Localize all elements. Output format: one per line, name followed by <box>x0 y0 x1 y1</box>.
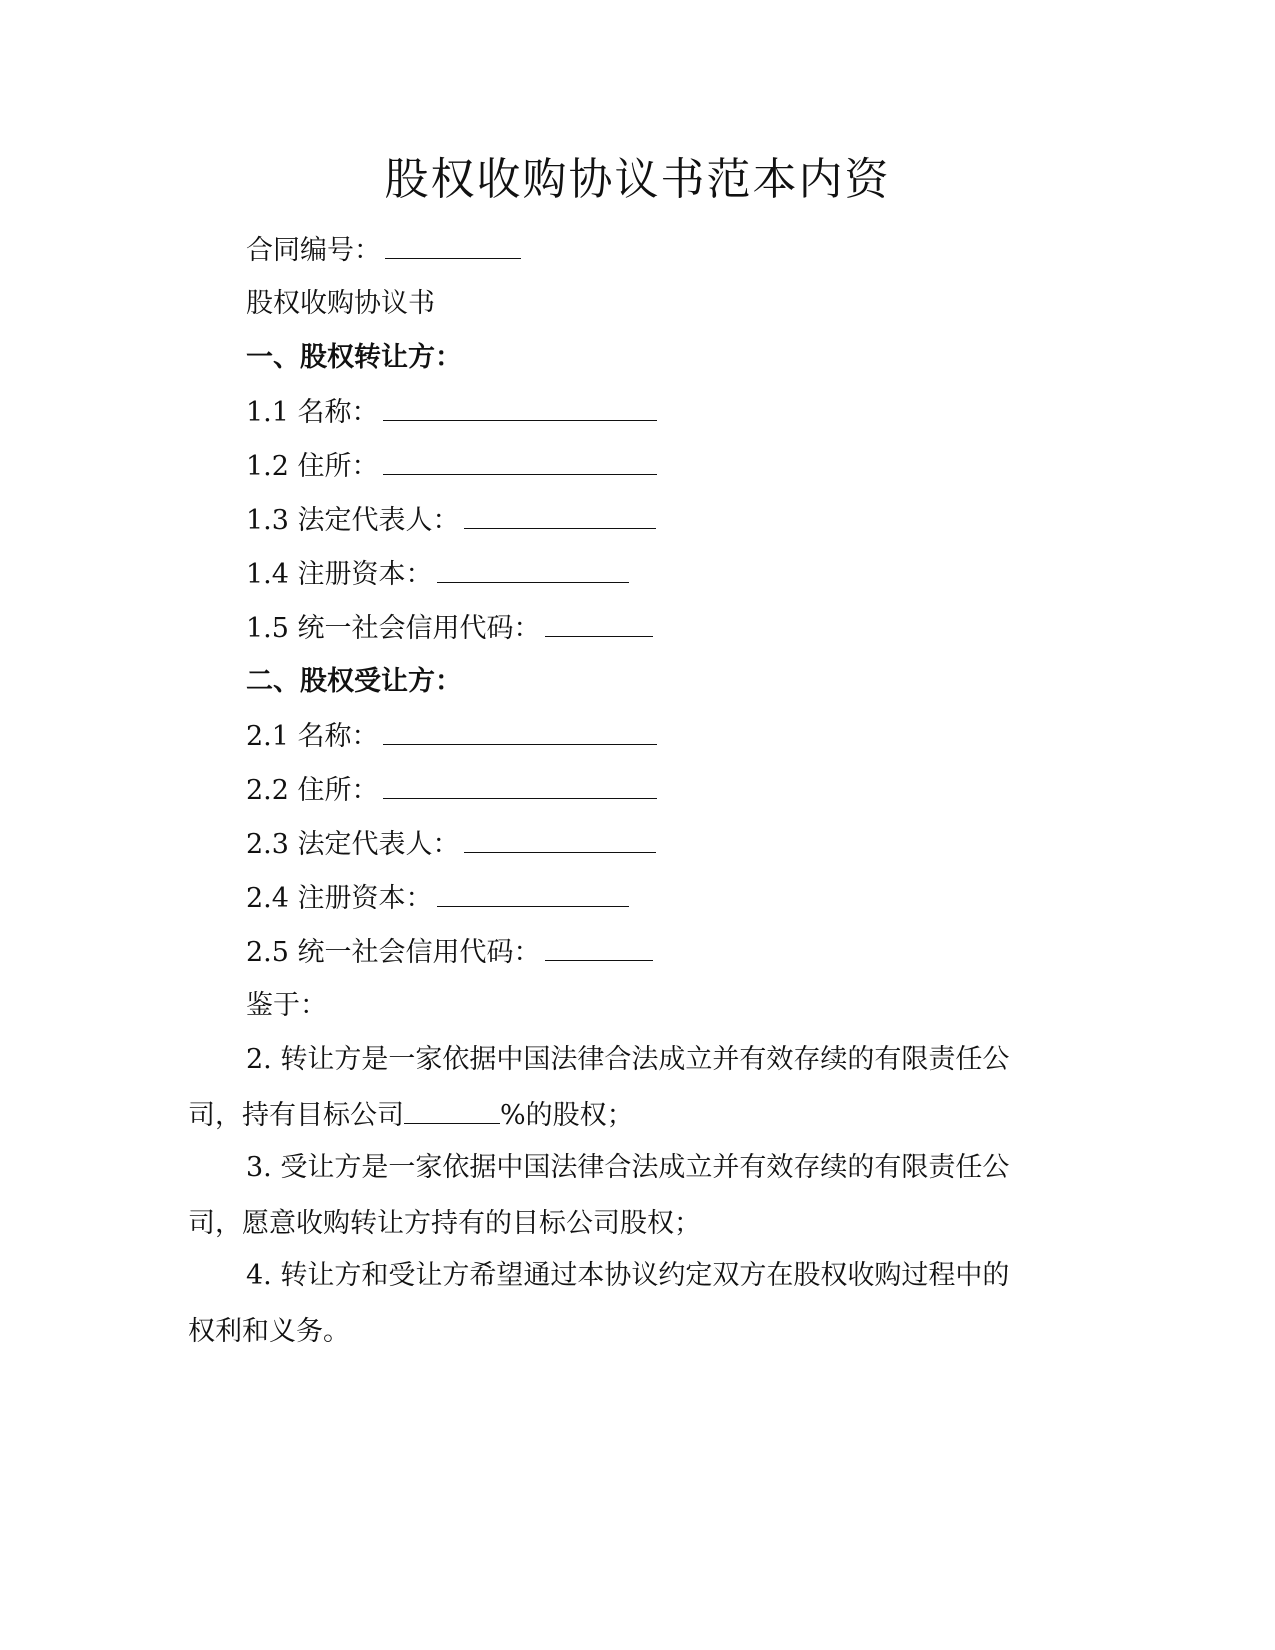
transferee-capital-blank[interactable] <box>437 880 629 907</box>
contract-number-label: 合同编号： <box>246 235 381 266</box>
whereas-paragraph-4 <box>188 1248 1078 1360</box>
transferor-legal-rep-blank[interactable] <box>464 502 656 529</box>
transferor-credit-code-label: 1.5 统一社会信用代码： <box>246 613 541 644</box>
transferor-credit-code-line <box>246 610 653 647</box>
paragraph-2-line-1: 2. 转让方是一家依据中国法律合法成立并有效存续的有限责任公 <box>246 1044 1010 1075</box>
transferee-credit-code-line <box>246 934 653 971</box>
transferee-capital-line <box>246 880 629 917</box>
transferor-legal-rep-line <box>246 502 656 539</box>
transferee-name-blank[interactable] <box>383 718 657 745</box>
transferee-credit-code-blank[interactable] <box>545 934 653 961</box>
transferee-legal-rep-line <box>246 826 656 863</box>
document-title: 股权收购协议书范本内资 <box>384 154 891 205</box>
transferee-credit-code-label: 2.5 统一社会信用代码： <box>246 937 541 968</box>
whereas-paragraph-3 <box>188 1140 1078 1252</box>
section1-heading: 一、股权转让方： <box>246 342 462 373</box>
contract-number-blank[interactable] <box>385 232 521 259</box>
transferee-legal-rep-label: 2.3 法定代表人： <box>246 829 460 860</box>
transferee-address-line <box>246 772 657 809</box>
transferor-capital-blank[interactable] <box>437 556 629 583</box>
transferee-capital-label: 2.4 注册资本： <box>246 883 433 914</box>
paragraph-2-line-2 <box>188 1088 1078 1144</box>
section2-heading: 二、股权受让方： <box>246 666 462 697</box>
paragraph-2-suffix: %的股权； <box>500 1100 634 1131</box>
transferor-capital-line <box>246 556 629 593</box>
whereas-paragraph-2 <box>188 1032 1078 1144</box>
transferee-address-blank[interactable] <box>383 772 657 799</box>
transferee-address-label: 2.2 住所： <box>246 775 379 806</box>
contract-number-line <box>246 232 521 269</box>
transferee-name-line <box>246 718 657 755</box>
transferor-address-label: 1.2 住所： <box>246 451 379 482</box>
paragraph-4-line-2: 权利和义务。 <box>188 1316 350 1347</box>
transferor-name-label: 1.1 名称： <box>246 397 379 428</box>
transferor-address-blank[interactable] <box>383 448 657 475</box>
transferor-name-line <box>246 394 657 431</box>
share-percentage-blank[interactable] <box>404 1097 500 1124</box>
transferor-address-line <box>246 448 657 485</box>
paragraph-4-line-1: 4. 转让方和受让方希望通过本协议约定双方在股权收购过程中的 <box>246 1260 1010 1291</box>
paragraph-3-line-1: 3. 受让方是一家依据中国法律合法成立并有效存续的有限责任公 <box>246 1152 1010 1183</box>
document-subtitle: 股权收购协议书 <box>246 288 435 319</box>
transferor-legal-rep-label: 1.3 法定代表人： <box>246 505 460 536</box>
transferee-name-label: 2.1 名称： <box>246 721 379 752</box>
paragraph-3-line-2: 司，愿意收购转让方持有的目标公司股权； <box>188 1208 701 1239</box>
transferee-legal-rep-blank[interactable] <box>464 826 656 853</box>
whereas-label: 鉴于： <box>246 990 327 1021</box>
transferor-name-blank[interactable] <box>383 394 657 421</box>
transferor-credit-code-blank[interactable] <box>545 610 653 637</box>
paragraph-2-prefix: 司，持有目标公司 <box>188 1100 404 1131</box>
transferor-capital-label: 1.4 注册资本： <box>246 559 433 590</box>
